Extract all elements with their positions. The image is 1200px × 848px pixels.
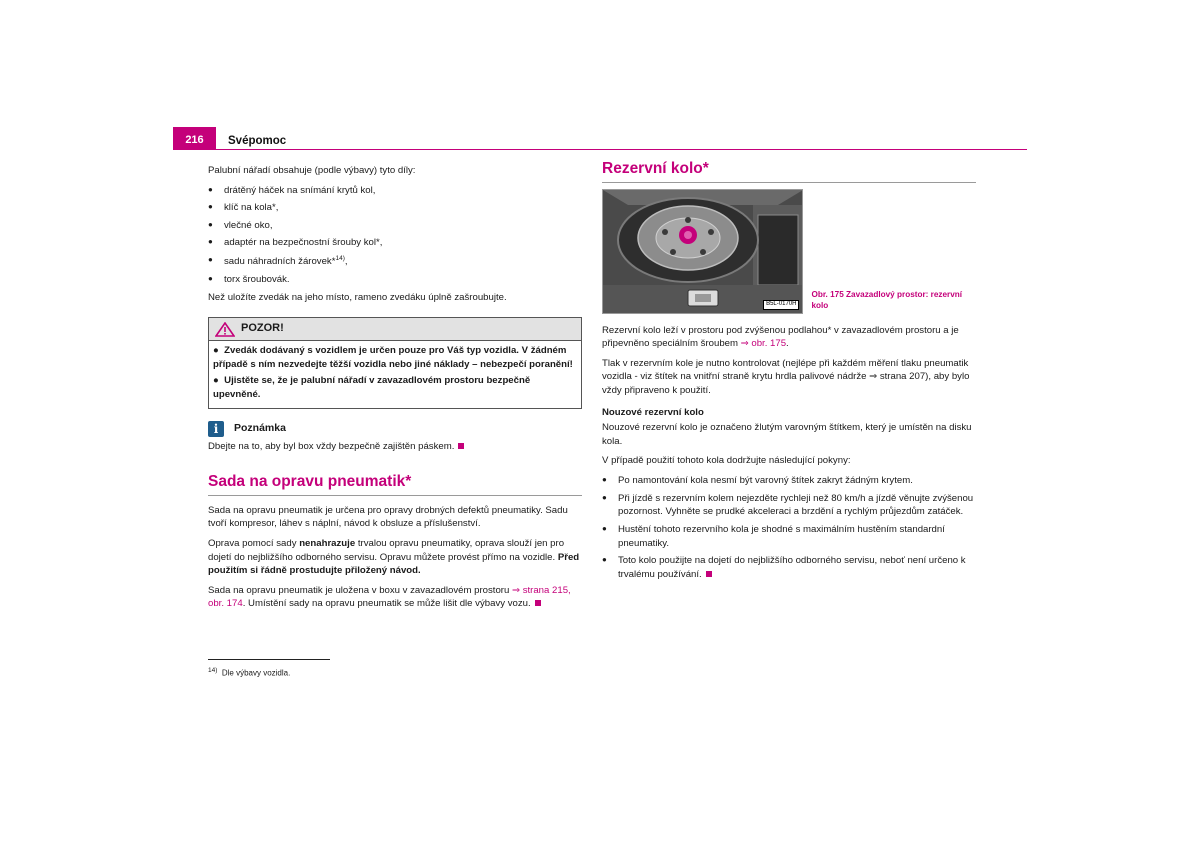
- note-title: Poznámka: [234, 422, 286, 435]
- info-icon: i: [208, 421, 224, 437]
- warning-item: [213, 374, 579, 401]
- list-item: ● torx šroubovák.: [208, 273, 582, 287]
- section-title-repair-kit: Sada na opravu pneumatik*: [208, 473, 582, 496]
- footnote-text: Dle výbavy vozidla.: [221, 668, 291, 678]
- tools-list: [208, 184, 582, 287]
- end-square-icon: [458, 443, 464, 449]
- jack-instruction: Než uložíte zvedák na jeho místo, rameno zvedáku úplně zašroubujte.: [208, 292, 507, 304]
- list-item: [208, 254, 582, 269]
- list-item: [602, 554, 976, 581]
- cross-reference-link[interactable]: ⇒ strana 215, obr. 174: [208, 584, 571, 610]
- text-span: trvalou opravu pneumatiky, oprava slouží jen pro dojetí do nejbližšího odborného servisu. Opravu můžete provést přímo na vozidle.: [208, 537, 565, 563]
- footnote-mark: 14): [208, 667, 218, 674]
- text-span: Oprava pomocí sady: [208, 537, 300, 549]
- list-item: ● Hustění tohoto rezervního kola je shodné s maximálním hustěním standardní pneumatiky.: [602, 523, 976, 550]
- warning-body: [209, 341, 581, 407]
- warning-item: [213, 344, 579, 371]
- list-item-punct: ,: [344, 256, 348, 268]
- text-span: Sada na opravu pneumatik je uložena v boxu v zavazadlovém prostoru: [208, 584, 512, 596]
- note-text: [208, 440, 582, 454]
- spare-wheel-rules: [602, 474, 976, 581]
- list-item: ● Po namontování kola nesmí být varovný štítek zakryt žádným krytem.: [602, 474, 976, 488]
- list-item-text: sadu náhradních žárovek*: [224, 256, 336, 268]
- spare-wheel-illustration: [603, 190, 803, 313]
- warning-item-text: Zvedák dodávaný s vozidlem je určen pouze pro Váš typ vozidla. V žádném případě s ním nezvedejte těžší vozidla nebo jiné náklady – nebezpečí poranění!: [213, 345, 573, 370]
- page-number: 216: [173, 127, 216, 149]
- footnote-ref[interactable]: 14): [335, 255, 345, 263]
- warning-box: [208, 317, 582, 408]
- right-column: [602, 160, 976, 586]
- end-square-icon: [535, 600, 541, 606]
- list-item-text: Toto kolo použijte na dojetí do nejbližšího odborného servisu, neboť není určeno k trvalému používání.: [618, 555, 966, 580]
- left-column: [208, 164, 582, 617]
- warning-item-text: Ujistěte se, že je palubní nářadí v zavazadlovém prostoru bezpečně upevněné.: [213, 375, 531, 400]
- end-square-icon: [706, 571, 712, 577]
- note-header: [208, 421, 582, 437]
- list-item: ● Při jízdě s rezervním kolem nejezděte rychleji než 80 km/h a jízdě věnujte zvýšenou pozornost. Vyhněte se prudké akceleraci a brzdění a rychlým průjezdům zatáček.: [602, 492, 976, 519]
- cross-reference-link[interactable]: ⇒ obr. 175: [740, 338, 787, 350]
- list-item: ● vlečné oko,: [208, 219, 582, 233]
- warning-triangle-icon: [215, 322, 235, 337]
- page-header: [173, 127, 1027, 150]
- bold-text: nenahrazuje: [299, 537, 356, 549]
- footnote-divider: [208, 659, 330, 660]
- note-text-content: Dbejte na to, aby byl box vždy bezpečně zajištěn páskem.: [208, 440, 455, 452]
- spare-wheel-figure: [602, 189, 803, 314]
- figure-id: B5L-0170H: [763, 300, 799, 309]
- text-span: .: [786, 338, 789, 350]
- chapter-title: Svépomoc: [228, 135, 287, 147]
- bullet-icon: ●: [213, 345, 225, 357]
- spare-wheel-p1: [602, 324, 976, 351]
- spare-wheel-p4: V případě použití tohoto kola dodržujte následující pokyny:: [602, 455, 851, 467]
- repair-kit-p1: Sada na opravu pneumatik je určena pro opravy drobných defektů pneumatiky. Sadu tvoří kompresor, láhev s náplní, návod k obsluze a příslušenství.: [208, 504, 568, 530]
- list-item: ● adaptér na bezpečnostní šrouby kol*,: [208, 236, 582, 250]
- warning-header: [209, 318, 581, 341]
- footnote: [208, 666, 290, 679]
- bullet-icon: ●: [213, 375, 225, 387]
- repair-kit-p2: [208, 537, 582, 578]
- section-title-spare-wheel: Rezervní kolo*: [602, 160, 976, 183]
- list-item: ● drátěný háček na snímání krytů kol,: [208, 184, 582, 198]
- spare-wheel-p2: Tlak v rezervním kole je nutno kontrolovat (nejlépe při každém měření tlaku pneumatik vozidla - viz štítek na vnitřní straně krytu hrdla palivové nádrže ⇒ strana 207), aby bylo vždy připraveno k použití.: [602, 357, 970, 397]
- list-item: ● klíč na kola*,: [208, 201, 582, 215]
- bold-text: Před použitím si řádně prostudujte přiložený návod.: [208, 551, 580, 577]
- text-span: Rezervní kolo leží v prostoru pod zvýšenou podlahou* v zavazadlovém prostoru a je připevněno speciálním šroubem: [602, 324, 959, 350]
- text-span: . Umístění sady na opravu pneumatik se může lišit dle výbavy vozu.: [242, 598, 531, 610]
- figure-caption: Obr. 175 Zavazadlový prostor: rezervní kolo: [811, 290, 963, 310]
- repair-kit-p3: [208, 584, 582, 611]
- subsection-title: Nouzové rezervní kolo: [602, 406, 704, 418]
- spare-wheel-p3: Nouzové rezervní kolo je označeno žlutým varovným štítkem, který je umístěn na disku kola.: [602, 422, 972, 447]
- tools-intro: Palubní nářadí obsahuje (podle výbavy) tyto díly:: [208, 165, 416, 176]
- figure-block: [602, 189, 976, 314]
- warning-title: POZOR!: [241, 322, 284, 335]
